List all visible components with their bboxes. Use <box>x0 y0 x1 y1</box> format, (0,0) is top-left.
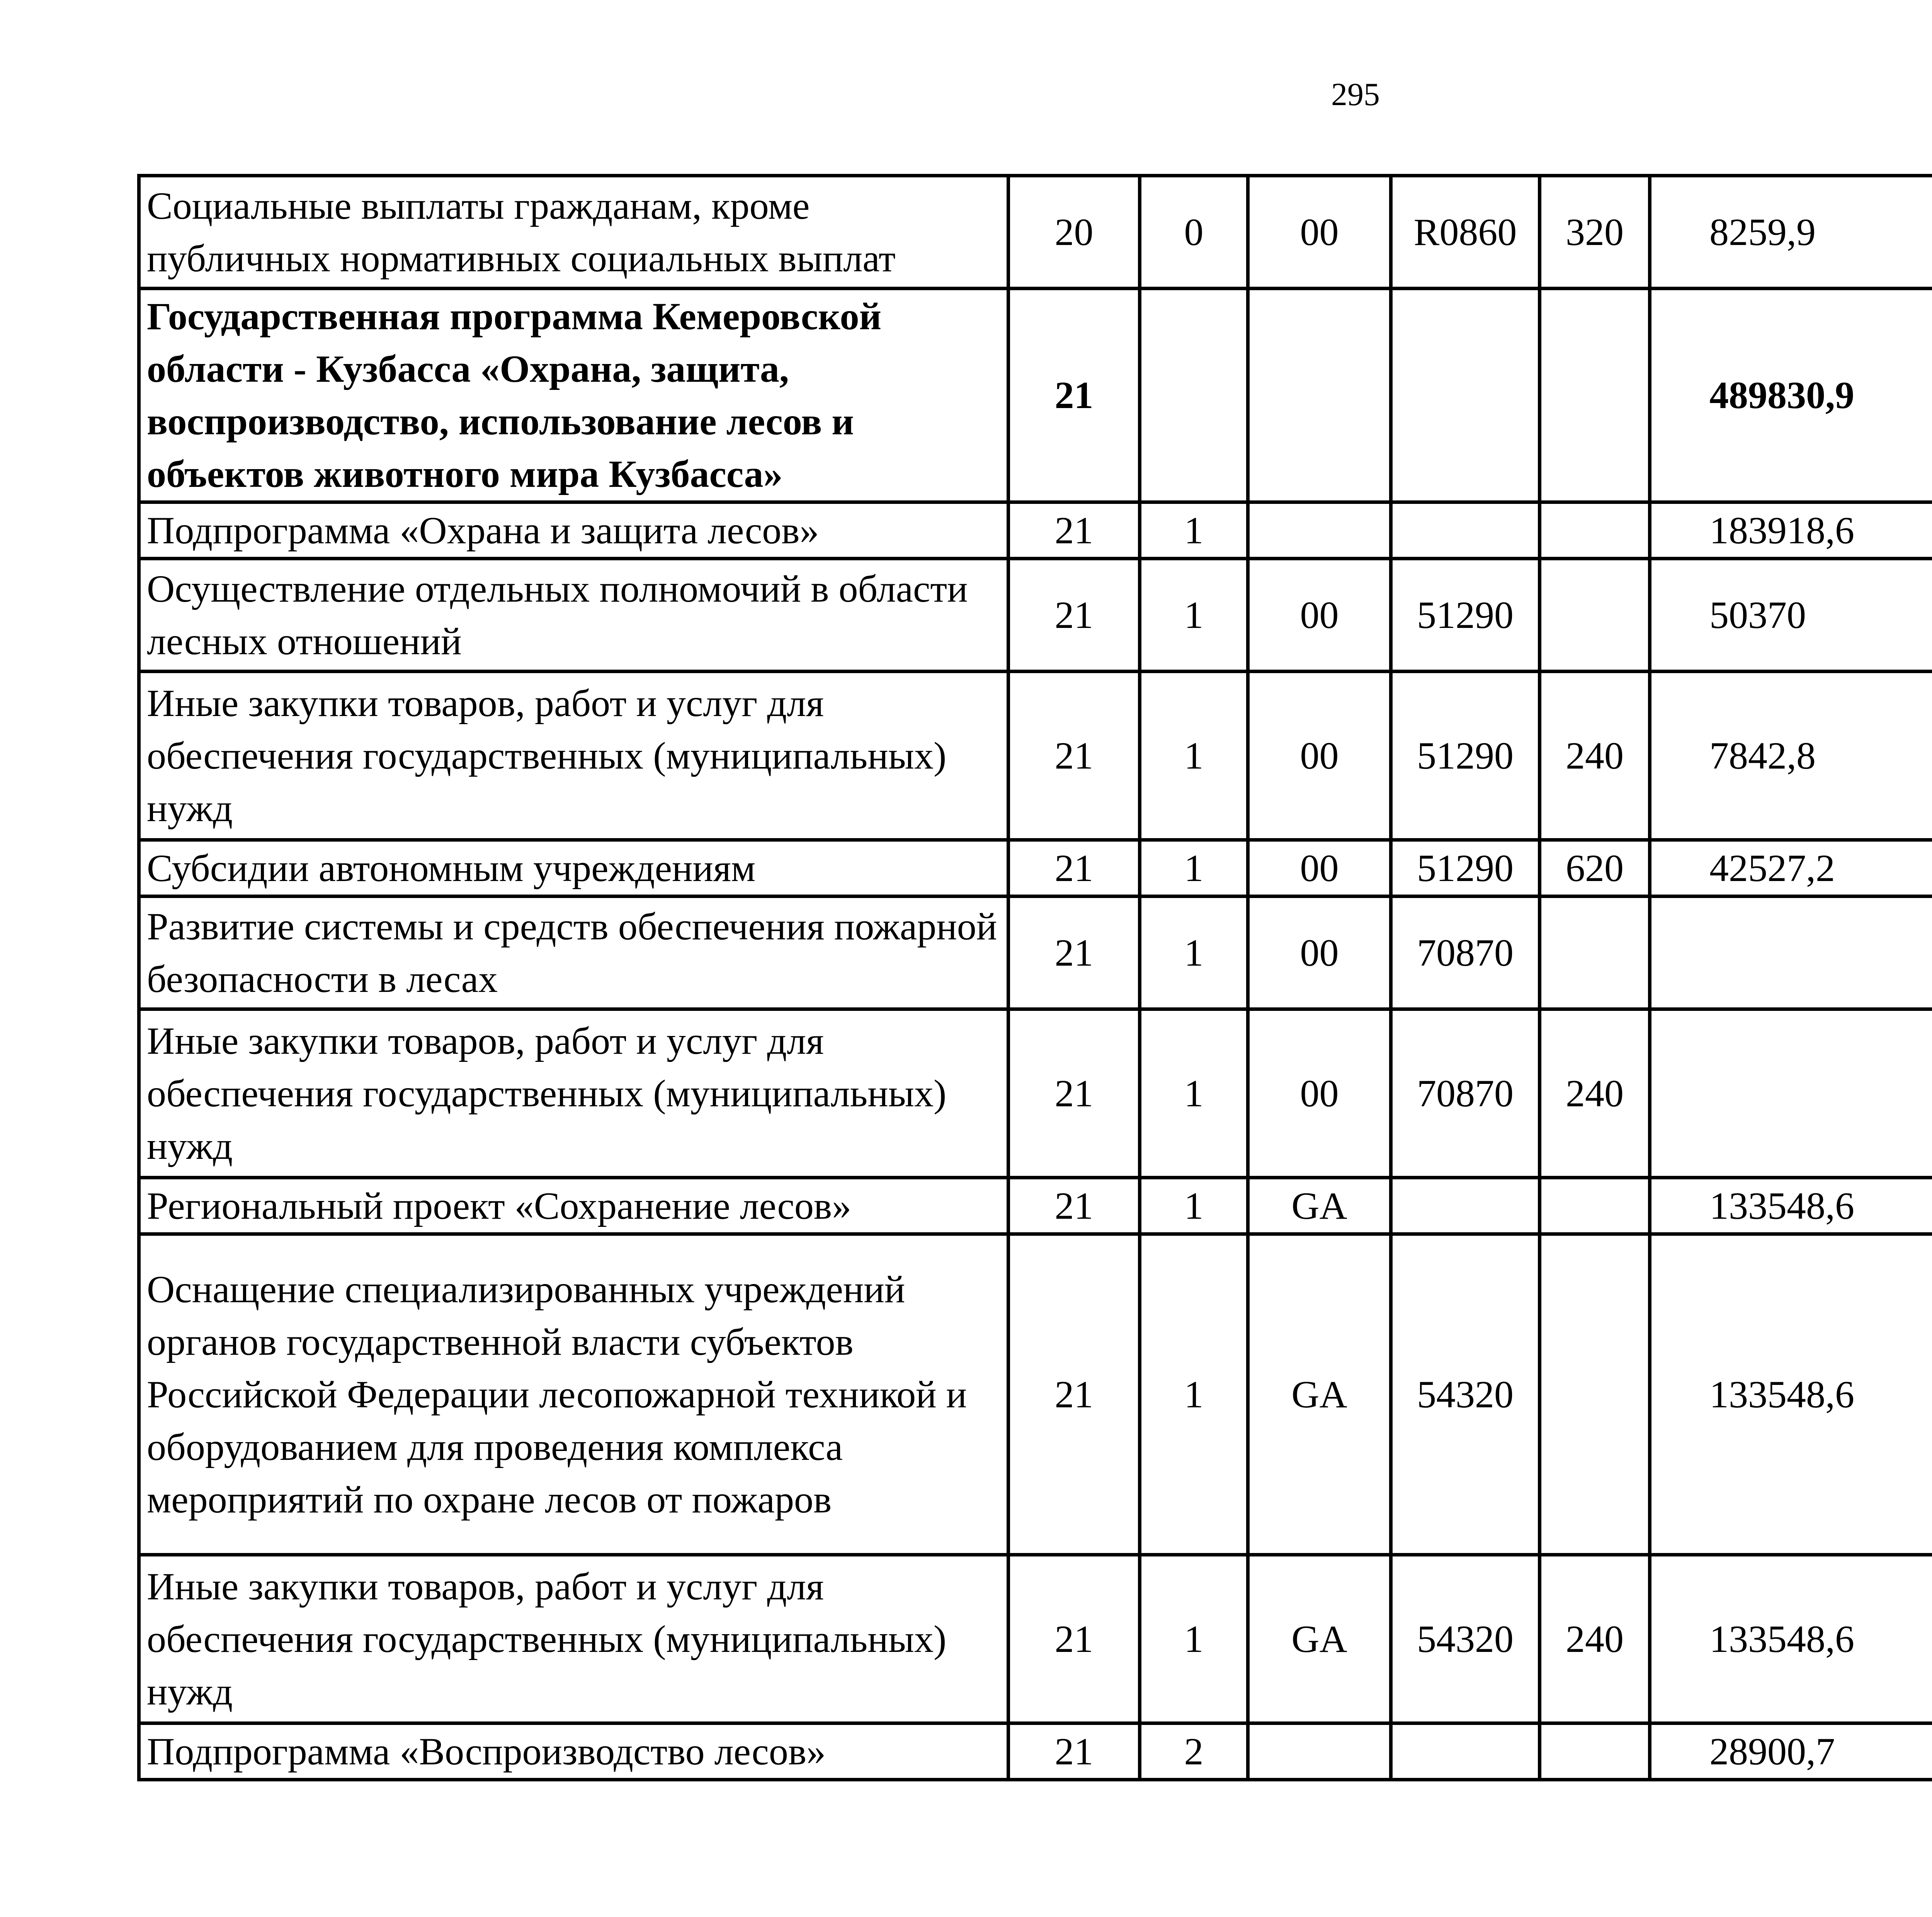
code-section: 21 <box>1009 840 1140 896</box>
table-row <box>139 176 1932 289</box>
code-section: 21 <box>1009 502 1140 559</box>
code-target: 54320 <box>1391 1555 1540 1723</box>
code-subprogram: 1 <box>1140 896 1248 1009</box>
table-row <box>139 840 1932 896</box>
code-section: 21 <box>1009 289 1140 502</box>
table-row <box>139 1723 1932 1780</box>
item-name: Иные закупки товаров, работ и услуг для обеспечения государственных (муниципальных) нужд <box>139 672 1009 840</box>
amount-year-1: 8259,9 <box>1650 176 1932 289</box>
code-section: 20 <box>1009 176 1140 289</box>
amount-year-1: 7842,8 <box>1650 672 1932 840</box>
code-expense-type <box>1540 1234 1650 1555</box>
code-section: 21 <box>1009 672 1140 840</box>
code-expense-type: 240 <box>1540 672 1650 840</box>
amount-year-1: 133548,6 <box>1650 1555 1932 1723</box>
amount-year-1 <box>1650 896 1932 1009</box>
amount-year-1: 50370 <box>1650 559 1932 672</box>
code-subprogram: 1 <box>1140 1178 1248 1234</box>
item-name: Социальные выплаты гражданам, кроме публичных нормативных социальных выплат <box>139 176 1009 289</box>
code-subprogram: 1 <box>1140 1555 1248 1723</box>
code-target <box>1391 1723 1540 1780</box>
table-row <box>139 289 1932 502</box>
table-row <box>139 1234 1932 1555</box>
code-direction <box>1248 1723 1391 1780</box>
table-row <box>139 559 1932 672</box>
code-direction: GA <box>1248 1555 1391 1723</box>
item-name: Региональный проект «Сохранение лесов» <box>139 1178 1009 1234</box>
amount-year-1 <box>1650 1009 1932 1178</box>
code-expense-type <box>1540 896 1650 1009</box>
table-row <box>139 672 1932 840</box>
code-subprogram: 1 <box>1140 672 1248 840</box>
item-name: Государственная программа Кемеровской области - Кузбасса «Охрана, защита, воспроизводство, использование лесов и объектов животного мира Кузбасса» <box>139 289 1009 502</box>
code-subprogram: 1 <box>1140 559 1248 672</box>
code-target: 51290 <box>1391 559 1540 672</box>
code-section: 21 <box>1009 559 1140 672</box>
code-direction: 00 <box>1248 1009 1391 1178</box>
item-name: Оснащение специализированных учреждений органов государственной власти субъектов Российской Федерации лесопожарной техникой и оборудованием для проведения комплекса мероприятий по охране лесов от пожаров <box>139 1234 1009 1555</box>
amount-year-1: 42527,2 <box>1650 840 1932 896</box>
code-subprogram: 1 <box>1140 502 1248 559</box>
code-direction: GA <box>1248 1234 1391 1555</box>
code-expense-type: 240 <box>1540 1009 1650 1178</box>
table-row <box>139 502 1932 559</box>
code-target: 70870 <box>1391 896 1540 1009</box>
code-direction: 00 <box>1248 176 1391 289</box>
code-target <box>1391 502 1540 559</box>
code-target <box>1391 289 1540 502</box>
table-row <box>139 896 1932 1009</box>
code-section: 21 <box>1009 1723 1140 1780</box>
code-section: 21 <box>1009 1178 1140 1234</box>
code-expense-type <box>1540 1723 1650 1780</box>
amount-year-1: 183918,6 <box>1650 502 1932 559</box>
code-section: 21 <box>1009 1009 1140 1178</box>
code-subprogram: 1 <box>1140 1234 1248 1555</box>
code-expense-type <box>1540 559 1650 672</box>
code-expense-type <box>1540 502 1650 559</box>
amount-year-1: 489830,9 <box>1650 289 1932 502</box>
code-direction: 00 <box>1248 896 1391 1009</box>
code-expense-type: 620 <box>1540 840 1650 896</box>
code-direction <box>1248 289 1391 502</box>
code-expense-type <box>1540 1178 1650 1234</box>
code-subprogram: 1 <box>1140 1009 1248 1178</box>
code-subprogram <box>1140 289 1248 502</box>
item-name: Подпрограмма «Воспроизводство лесов» <box>139 1723 1009 1780</box>
page-number: 295 <box>1331 77 1380 112</box>
code-direction: 00 <box>1248 672 1391 840</box>
code-section: 21 <box>1009 1234 1140 1555</box>
table-row <box>139 1555 1932 1723</box>
code-direction: 00 <box>1248 559 1391 672</box>
item-name: Иные закупки товаров, работ и услуг для обеспечения государственных (муниципальных) нужд <box>139 1009 1009 1178</box>
code-direction: GA <box>1248 1178 1391 1234</box>
code-expense-type: 320 <box>1540 176 1650 289</box>
item-name: Субсидии автономным учреждениям <box>139 840 1009 896</box>
code-direction: 00 <box>1248 840 1391 896</box>
amount-year-1: 133548,6 <box>1650 1178 1932 1234</box>
code-expense-type <box>1540 289 1650 502</box>
code-target <box>1391 1178 1540 1234</box>
item-name: Развитие системы и средств обеспечения пожарной безопасности в лесах <box>139 896 1009 1009</box>
item-name: Подпрограмма «Охрана и защита лесов» <box>139 502 1009 559</box>
item-name: Иные закупки товаров, работ и услуг для обеспечения государственных (муниципальных) нужд <box>139 1555 1009 1723</box>
table-body <box>139 176 1932 1780</box>
code-subprogram: 0 <box>1140 176 1248 289</box>
code-section: 21 <box>1009 896 1140 1009</box>
amount-year-1: 28900,7 <box>1650 1723 1932 1780</box>
code-target: 51290 <box>1391 672 1540 840</box>
code-target: 54320 <box>1391 1234 1540 1555</box>
code-direction <box>1248 502 1391 559</box>
code-section: 21 <box>1009 1555 1140 1723</box>
item-name: Осуществление отдельных полномочий в области лесных отношений <box>139 559 1009 672</box>
budget-table <box>137 174 1932 1781</box>
table-row <box>139 1009 1932 1178</box>
table-row <box>139 1178 1932 1234</box>
code-target: 70870 <box>1391 1009 1540 1178</box>
code-target: 51290 <box>1391 840 1540 896</box>
code-subprogram: 2 <box>1140 1723 1248 1780</box>
amount-year-1: 133548,6 <box>1650 1234 1932 1555</box>
code-expense-type: 240 <box>1540 1555 1650 1723</box>
code-target: R0860 <box>1391 176 1540 289</box>
code-subprogram: 1 <box>1140 840 1248 896</box>
